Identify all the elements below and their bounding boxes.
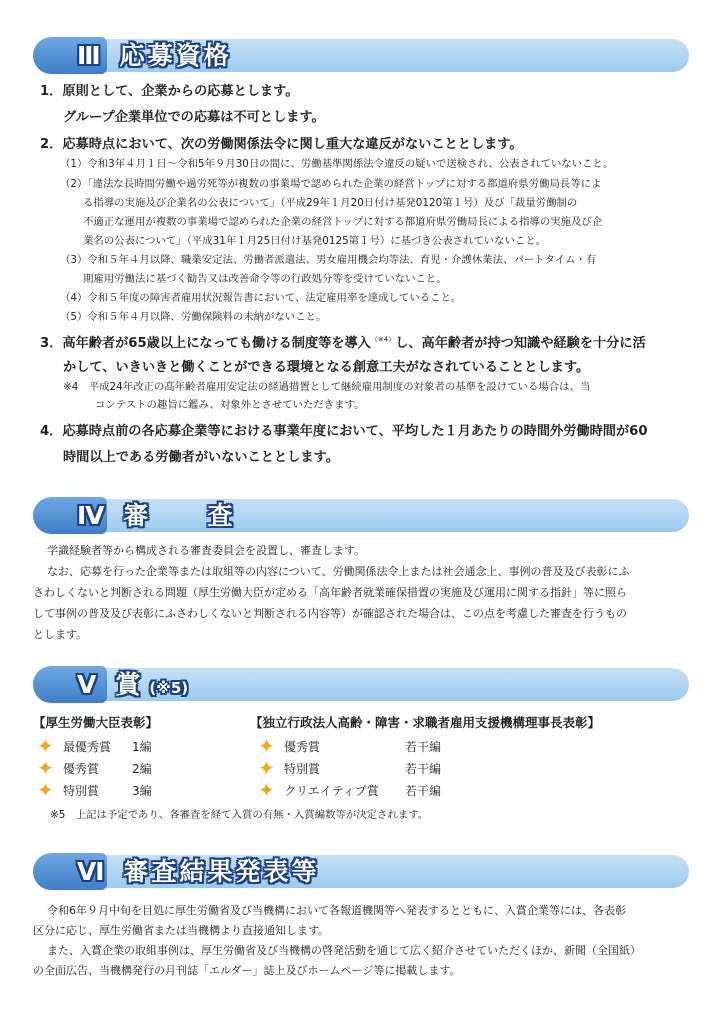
section-title: Ⅵ 審査結果発表等 xyxy=(77,857,320,886)
results-paragraph-1: 令和6年９月中旬を目処に厚生労働省及び当機構において各報道機関等へ発表するとともに、入賞企業等には、各表彰 xyxy=(47,904,626,917)
qual-item-2: 2．応募時点において、次の労働関係法令に関し重大な違反がないこととします。 xyxy=(40,137,523,152)
award-name: クリエイティブ賞 xyxy=(284,784,379,798)
section-banner-awards xyxy=(33,668,689,701)
qual-sub-5: （5）令和５年４月以降、労働保険料の未納がないこと。 xyxy=(60,311,327,323)
award-name: 優秀賞 xyxy=(284,740,321,754)
review-paragraph-2-cont: して事例の普及及び表彰にふさわしくないと判断される内容等）が確認された場合は、この点を考慮した審査を行うもの xyxy=(33,607,627,620)
star-icon: ✦ xyxy=(37,734,54,758)
qual-item-1-note: グループ企業単位での応募は不可とします。 xyxy=(63,110,325,125)
award-count: 若干編 xyxy=(405,762,442,776)
results-paragraph-1-cont: 区分に応じ、厚生労働省または当機構より直接通知します。 xyxy=(33,924,330,937)
award-name: 特別賞 xyxy=(63,784,100,798)
award-name: 最優秀賞 xyxy=(63,740,112,754)
qual-item-1: 1．原則として、企業からの応募とします。 xyxy=(40,84,299,99)
footnote-4: ※4 平成24年改正の高年齢者雇用安定法の経過措置として継続雇用制度の対象者の基準を設けている場合は、当 xyxy=(63,381,591,393)
qual-sub-2-cont: る指導の実施及び企業名の公表について」（平成29年１月20日付け基発0120第１号）及び「裁量労働制の xyxy=(83,197,578,209)
award-count: 若干編 xyxy=(405,784,442,798)
review-paragraph-2: なお、応募を行った企業等または取組等の内容について、労働関係法令上または社会通念上、事例の普及及び表彰にふ xyxy=(47,565,630,578)
qual-sub-1: （1）令和3年４月１日～令和5年９月30日の間に、労働基準関係法令違反の疑いで送検され、公表されていないこと。 xyxy=(60,158,614,170)
award-count: 3編 xyxy=(132,784,152,798)
qual-sub-3-cont: 期雇用労働法に基づく勧告又は改善命令等の行政処分等を受けていないこと。 xyxy=(83,273,447,285)
award-category-jeed: 【独立行政法人高齢・障害・求職者雇用支援機構理事長表彰】 xyxy=(250,715,601,730)
qual-item-3-cont: かして、いきいきと働くことができる環境となる創意工夫がなされていることとします。 xyxy=(63,360,590,375)
qual-sub-2: （2）「違法な長時間労働や過労死等が複数の事業場で認められた企業の経営トップに対する都道府県労働局長等によ xyxy=(60,178,602,190)
qual-sub-3: （3）令和５年４月以降、職業安定法、労働者派遣法、男女雇用機会均等法、育児・介護休業法、パートタイム・有 xyxy=(60,254,597,266)
section-title: Ⅲ 応募資格 xyxy=(77,41,232,70)
section-banner-review xyxy=(33,499,689,532)
qual-item-4-cont: 時間以上である労働者がいないこととします。 xyxy=(63,450,339,465)
star-icon: ✦ xyxy=(258,778,275,802)
award-count: 1編 xyxy=(132,740,152,754)
review-paragraph-2-cont: とします。 xyxy=(33,628,88,641)
results-paragraph-2: また、入賞企業の取組事例は、厚生労働省及び当機構の啓発活動を通じて広く紹介させていただくほか、新聞（全国紙） xyxy=(47,944,641,957)
review-paragraph-1: 学識経験者等から構成される審査委員会を設置し、審査します。 xyxy=(47,544,366,557)
award-name: 優秀賞 xyxy=(63,762,100,776)
section-title: Ⅳ 審 査 xyxy=(77,501,236,530)
section-title: Ⅴ 賞 (※5) xyxy=(77,670,189,699)
award-category-mhlw: 【厚生労働大臣表彰】 xyxy=(33,715,159,730)
star-icon: ✦ xyxy=(258,756,275,780)
star-icon: ✦ xyxy=(258,734,275,758)
results-paragraph-2-cont: の全面広告、当機構発行の月刊誌「エルダー」誌上及びホームページ等に掲載します。 xyxy=(33,964,461,977)
award-name: 特別賞 xyxy=(284,762,321,776)
footnote-4-cont: コンテストの趣旨に鑑み、対象外とさせていただきます。 xyxy=(95,399,365,411)
qual-sub-2-cont: 業名の公表について」（平成31年１月25日付け基発0125第１号）に基づき公表されていないこと。 xyxy=(83,235,547,247)
award-count: 2編 xyxy=(132,762,152,776)
qual-item-4: 4．応募時点前の各応募企業等における事業年度において、平均した１月あたりの時間外労働時間が60 xyxy=(40,424,648,439)
section-banner-results xyxy=(33,855,689,888)
award-count: 若干編 xyxy=(405,740,442,754)
star-icon: ✦ xyxy=(37,756,54,780)
footnote-5: ※5 上記は予定であり、各審査を経て入賞の有無・入賞編数等が決定されます。 xyxy=(50,809,429,821)
qual-sub-2-cont: 不適正な運用が複数の事業場で認められた企業の経営トップに対する都道府県労働局長による指導の実施及び企 xyxy=(83,216,603,228)
review-paragraph-2-cont: さわしくないと判断される問題（厚生労働大臣が定める「高年齢者就業確保措置の実施及び運用に関する指針」等に照ら xyxy=(33,586,627,599)
qual-sub-4: （4）令和５年度の障害者雇用状況報告書において、法定雇用率を達成していること。 xyxy=(60,292,462,304)
section-banner-qualification xyxy=(33,39,689,72)
star-icon: ✦ xyxy=(37,778,54,802)
qual-item-3: 3．高年齢者が65歳以上になっても働ける制度等を導入$^{(※4)}$し、高年齢者が持つ知識や経験を十分に活 xyxy=(40,335,646,351)
